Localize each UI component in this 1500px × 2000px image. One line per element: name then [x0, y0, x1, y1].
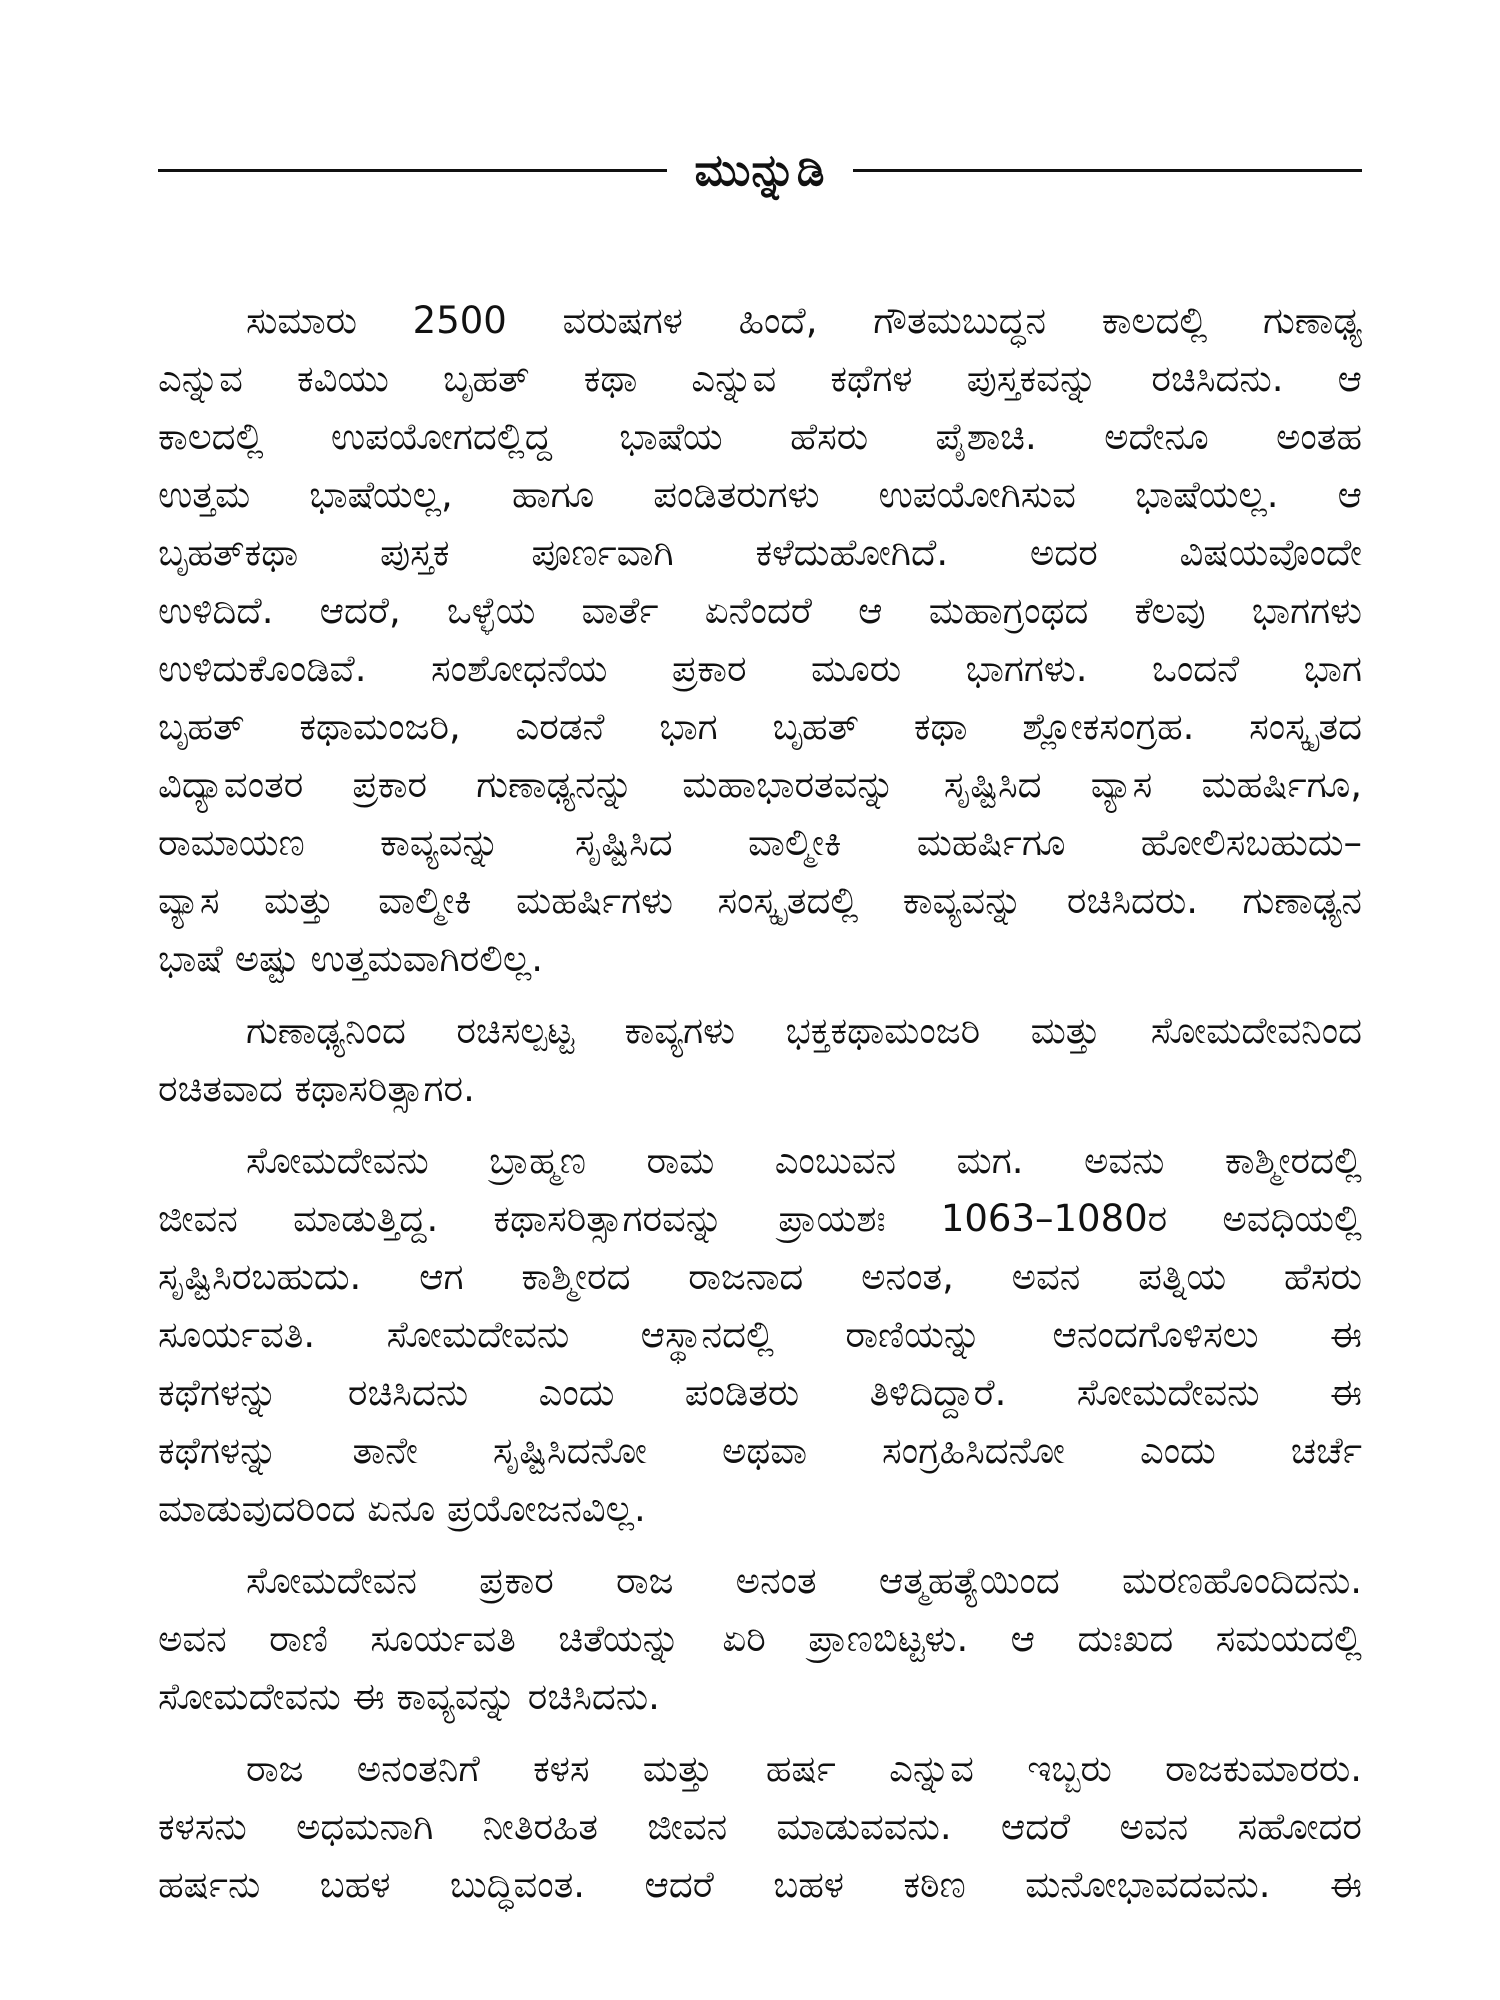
text-line: ಕಥೆಗಳನ್ನು ರಚಿಸಿದನು ಎಂದು ಪಂಡಿತರು ತಿಳಿದಿದ್ದಾರೆ. ಸೋಮದೇವನು ಈ: [158, 1371, 1362, 1414]
text-line: ಕಳಸನು ಅಧಮನಾಗಿ ನೀತಿರಹಿತ ಜೀವನ ಮಾಡುವವನು. ಆದರೆ ಅವನ ಸಹೋದರ: [158, 1805, 1362, 1848]
page-heading: [158, 130, 1362, 210]
text-line: ಸೋಮದೇವನು ಈ ಕಾವ್ಯವನ್ನು ರಚಿಸಿದನು.: [158, 1675, 660, 1718]
text-line: ಬೃಹತ್‌ಕಥಾ ಪುಸ್ತಕ ಪೂರ್ಣವಾಗಿ ಕಳೆದುಹೋಗಿದೆ. ಅದರ ವಿಷಯವೊಂದೇ: [158, 531, 1362, 574]
text-line: ಸೃಷ್ಟಿಸಿರಬಹುದು. ಆಗ ಕಾಶ್ಮೀರದ ರಾಜನಾದ ಅನಂತ, ಅವನ ಪತ್ನಿಯ ಹೆಸರು: [158, 1255, 1362, 1298]
text-line: ಜೀವನ ಮಾಡುತ್ತಿದ್ದ. ಕಥಾಸರಿತ್ಸಾಗರವನ್ನು ಪ್ರಾಯಶಃ 1063–1080ರ ಅವಧಿಯಲ್ಲಿ: [158, 1197, 1362, 1240]
text-line: ಸೋಮದೇವನ ಪ್ರಕಾರ ರಾಜ ಅನಂತ ಆತ್ಮಹತ್ಯೆಯಿಂದ ಮರಣಹೊಂದಿದನು.: [246, 1559, 1362, 1602]
paragraph-4: [158, 1552, 1362, 1726]
text-line: ಉತ್ತಮ ಭಾಷೆಯಲ್ಲ, ಹಾಗೂ ಪಂಡಿತರುಗಳು ಉಪಯೋಗಿಸುವ ಭಾಷೆಯಲ್ಲ. ಆ: [158, 473, 1362, 516]
text-line: ವ್ಯಾಸ ಮತ್ತು ವಾಲ್ಮೀಕಿ ಮಹರ್ಷಿಗಳು ಸಂಸ್ಕೃತದಲ್ಲಿ ಕಾವ್ಯವನ್ನು ರಚಿಸಿದರು. ಗುಣಾಢ್ಯನ: [158, 879, 1362, 922]
page-title: ಮುನ್ನುಡಿ: [694, 144, 826, 196]
paragraph-1: [158, 292, 1362, 988]
paragraph-2: [158, 1002, 1362, 1118]
text-line: ಸೋಮದೇವನು ಬ್ರಾಹ್ಮಣ ರಾಮ ಎಂಬುವನ ಮಗ. ಅವನು ಕಾಶ್ಮೀರದಲ್ಲಿ: [246, 1139, 1362, 1182]
paragraph-3: [158, 1132, 1362, 1538]
text-line: ರಾಜ ಅನಂತನಿಗೆ ಕಳಸ ಮತ್ತು ಹರ್ಷ ಎನ್ನುವ ಇಬ್ಬರು ರಾಜಕುಮಾರರು.: [246, 1747, 1362, 1790]
text-line: ಹರ್ಷನು ಬಹಳ ಬುದ್ಧಿವಂತ. ಆದರೆ ಬಹಳ ಕಠಿಣ ಮನೋಭಾವದವನು. ಈ: [158, 1863, 1362, 1906]
text-line: ಕಥೆಗಳನ್ನು ತಾನೇ ಸೃಷ್ಟಿಸಿದನೋ ಅಥವಾ ಸಂಗ್ರಹಿಸಿದನೋ ಎಂದು ಚರ್ಚೆ: [158, 1429, 1362, 1472]
text-line: ರಾಮಾಯಣ ಕಾವ್ಯವನ್ನು ಸೃಷ್ಟಿಸಿದ ವಾಲ್ಮೀಕಿ ಮಹರ್ಷಿಗೂ ಹೋಲಿಸಬಹುದು–: [158, 821, 1362, 864]
text-line: ವಿದ್ಯಾವಂತರ ಪ್ರಕಾರ ಗುಣಾಢ್ಯನನ್ನು ಮಹಾಭಾರತವನ್ನು ಸೃಷ್ಟಿಸಿದ ವ್ಯಾಸ ಮಹರ್ಷಿಗೂ,: [158, 763, 1362, 806]
heading-rule-left: [158, 169, 667, 172]
text-line: ಮಾಡುವುದರಿಂದ ಏನೂ ಪ್ರಯೋಜನವಿಲ್ಲ.: [158, 1487, 646, 1530]
text-line: ಸುಮಾರು 2500 ವರುಷಗಳ ಹಿಂದೆ, ಗೌತಮಬುದ್ಧನ ಕಾಲದಲ್ಲಿ ಗುಣಾಢ್ಯ: [246, 299, 1362, 342]
text-line: ಭಾಷೆ ಅಷ್ಟು ಉತ್ತಮವಾಗಿರಲಿಲ್ಲ.: [158, 937, 544, 980]
text-line: ಗುಣಾಢ್ಯನಿಂದ ರಚಿಸಲ್ಪಟ್ಟ ಕಾವ್ಯಗಳು ಭಕ್ತಕಥಾಮಂಜರಿ ಮತ್ತು ಸೋಮದೇವನಿಂದ: [246, 1009, 1362, 1052]
document-page: [158, 130, 1362, 1928]
heading-rule-right: [853, 169, 1362, 172]
text-line: ಬೃಹತ್ ಕಥಾಮಂಜರಿ, ಎರಡನೆ ಭಾಗ ಬೃಹತ್ ಕಥಾ ಶ್ಲೋಕಸಂಗ್ರಹ. ಸಂಸ್ಕೃತದ: [158, 705, 1362, 748]
text-line: ಸೂರ್ಯವತಿ. ಸೋಮದೇವನು ಆಸ್ಥಾನದಲ್ಲಿ ರಾಣಿಯನ್ನು ಆನಂದಗೊಳಿಸಲು ಈ: [158, 1313, 1362, 1356]
text-line: ಕಾಲದಲ್ಲಿ ಉಪಯೋಗದಲ್ಲಿದ್ದ ಭಾಷೆಯ ಹೆಸರು ಪೈಶಾಚಿ. ಅದೇನೂ ಅಂತಹ: [158, 415, 1362, 458]
text-line: ಎನ್ನುವ ಕವಿಯು ಬೃಹತ್ ಕಥಾ ಎನ್ನುವ ಕಥೆಗಳ ಪುಸ್ತಕವನ್ನು ರಚಿಸಿದನು. ಆ: [158, 357, 1362, 400]
text-line: ರಚಿತವಾದ ಕಥಾಸರಿತ್ಸಾಗರ.: [158, 1067, 475, 1110]
text-line: ಅವನ ರಾಣಿ ಸೂರ್ಯವತಿ ಚಿತೆಯನ್ನು ಏರಿ ಪ್ರಾಣಬಿಟ್ಟಳು. ಆ ದುಃಖದ ಸಮಯದಲ್ಲಿ: [158, 1617, 1362, 1660]
paragraph-5: [158, 1740, 1362, 1914]
text-line: ಉಳಿದುಕೊಂಡಿವೆ. ಸಂಶೋಧನೆಯ ಪ್ರಕಾರ ಮೂರು ಭಾಗಗಳು. ಒಂದನೆ ಭಾಗ: [158, 647, 1362, 690]
text-line: ಉಳಿದಿದೆ. ಆದರೆ, ಒಳ್ಳೆಯ ವಾರ್ತೆ ಏನೆಂದರೆ ಆ ಮಹಾಗ್ರಂಥದ ಕೆಲವು ಭಾಗಗಳು: [158, 589, 1362, 632]
